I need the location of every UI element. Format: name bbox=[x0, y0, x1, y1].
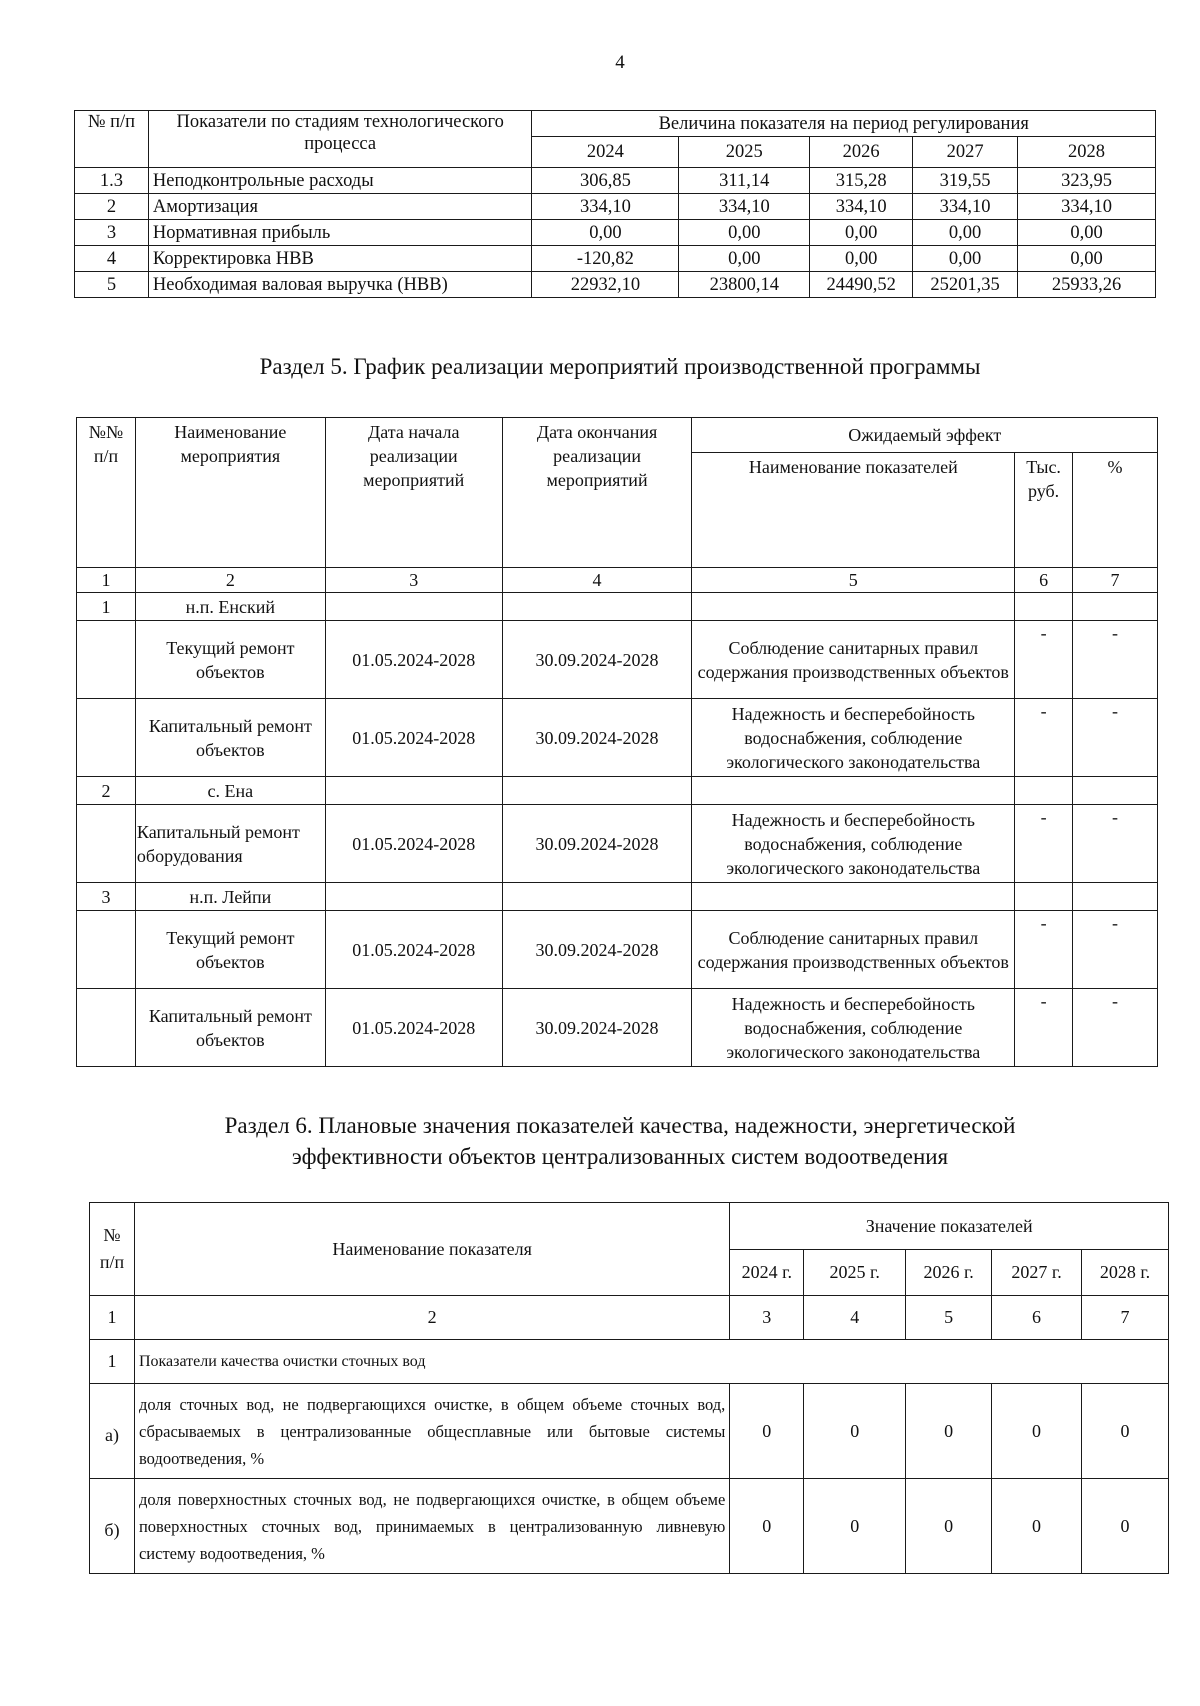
row-value: 0 bbox=[992, 1384, 1082, 1479]
table-row bbox=[77, 989, 1158, 1067]
row-num: 5 bbox=[75, 272, 149, 298]
row-value: 334,10 bbox=[913, 194, 1018, 220]
table-row bbox=[77, 621, 1158, 699]
header-num: №№ п/п bbox=[77, 418, 136, 568]
row-value: 23800,14 bbox=[679, 272, 810, 298]
group-num: 1 bbox=[77, 593, 136, 621]
row-name: Неподконтрольные расходы bbox=[148, 168, 532, 194]
col-number: 6 bbox=[992, 1296, 1082, 1340]
header-year: 2024 bbox=[532, 137, 679, 168]
event-name: Текущий ремонт объектов bbox=[135, 911, 325, 989]
header-num: № п/п bbox=[90, 1203, 135, 1296]
header-end-date: Дата окончания реализации мероприятий bbox=[502, 418, 692, 568]
row-value: 0,00 bbox=[1018, 246, 1156, 272]
header-values: Значение показателей bbox=[730, 1203, 1169, 1250]
end-date: 30.09.2024-2028 bbox=[502, 911, 692, 989]
table-row bbox=[75, 246, 1156, 272]
group-row bbox=[77, 777, 1158, 805]
row-value: 0 bbox=[906, 1479, 992, 1574]
row-value: 25201,35 bbox=[913, 272, 1018, 298]
event-name: Капитальный ремонт объектов bbox=[135, 699, 325, 777]
col-number: 1 bbox=[90, 1296, 135, 1340]
row-num: б) bbox=[90, 1479, 135, 1574]
row-value: 0 bbox=[730, 1479, 804, 1574]
start-date: 01.05.2024-2028 bbox=[325, 699, 502, 777]
table-row bbox=[90, 1384, 1169, 1479]
row-value: 0 bbox=[804, 1384, 906, 1479]
section5-title: Раздел 5. График реализации мероприятий производственной программы bbox=[259, 354, 981, 379]
event-name: Текущий ремонт объектов bbox=[135, 621, 325, 699]
row-name: доля поверхностных сточных вод, не подвергающихся очистке, в общем объеме поверхностных сточных вод, принимаемых в централизованную ливневую систему водоотведения, % bbox=[134, 1479, 729, 1574]
row-name: доля сточных вод, не подвергающихся очистке, в общем объеме сточных вод, сбрасываемых в централизованные общесплавные или бытовые системы водоотведения, % bbox=[134, 1384, 729, 1479]
col-number: 5 bbox=[906, 1296, 992, 1340]
row-value: 0 bbox=[992, 1479, 1082, 1574]
header-indicator-name: Наименование показателя bbox=[134, 1203, 729, 1296]
table-row bbox=[90, 1479, 1169, 1574]
row-value: 0,00 bbox=[679, 246, 810, 272]
header-year: 2027 bbox=[913, 137, 1018, 168]
row-name: Амортизация bbox=[148, 194, 532, 220]
col-number: 3 bbox=[730, 1296, 804, 1340]
section6-title bbox=[0, 1110, 1200, 1172]
col-number: 5 bbox=[692, 568, 1015, 593]
row-num: 4 bbox=[75, 246, 149, 272]
effect-thousand-rub: - bbox=[1015, 805, 1073, 883]
row-value: 315,28 bbox=[810, 168, 913, 194]
header-percent: % bbox=[1073, 453, 1158, 568]
row-num: 3 bbox=[75, 220, 149, 246]
event-name: Капитальный ремонт оборудования bbox=[135, 805, 325, 883]
row-name: Нормативная прибыль bbox=[148, 220, 532, 246]
row-value: 323,95 bbox=[1018, 168, 1156, 194]
row-value: 334,10 bbox=[1018, 194, 1156, 220]
row-value: 334,10 bbox=[679, 194, 810, 220]
row-name: Корректировка НВВ bbox=[148, 246, 532, 272]
col-number: 4 bbox=[502, 568, 692, 593]
col-number: 7 bbox=[1082, 1296, 1169, 1340]
table-row bbox=[77, 805, 1158, 883]
row-num: 1.3 bbox=[75, 168, 149, 194]
group-place: с. Ена bbox=[135, 777, 325, 805]
row-name: Необходимая валовая выручка (НВВ) bbox=[148, 272, 532, 298]
end-date: 30.09.2024-2028 bbox=[502, 699, 692, 777]
row-value: 0,00 bbox=[679, 220, 810, 246]
table-row bbox=[75, 272, 1156, 298]
row-value: 0,00 bbox=[810, 220, 913, 246]
group-num: 3 bbox=[77, 883, 136, 911]
row-value: 334,10 bbox=[532, 194, 679, 220]
group-name: Показатели качества очистки сточных вод bbox=[134, 1340, 1168, 1384]
group-row bbox=[77, 883, 1158, 911]
end-date: 30.09.2024-2028 bbox=[502, 989, 692, 1067]
effect-thousand-rub: - bbox=[1015, 621, 1073, 699]
group-place: н.п. Лейпи bbox=[135, 883, 325, 911]
row-value: 0,00 bbox=[913, 220, 1018, 246]
end-date: 30.09.2024-2028 bbox=[502, 805, 692, 883]
section6-title-line2: эффективности объектов централизованных систем водоотведения bbox=[291, 1144, 949, 1169]
start-date: 01.05.2024-2028 bbox=[325, 805, 502, 883]
row-value: 0 bbox=[1082, 1384, 1169, 1479]
header-indicators: Показатели по стадиям технологического процесса bbox=[148, 111, 532, 168]
effect-percent: - bbox=[1073, 911, 1158, 989]
header-year: 2028 г. bbox=[1082, 1250, 1169, 1296]
start-date: 01.05.2024-2028 bbox=[325, 989, 502, 1067]
end-date: 30.09.2024-2028 bbox=[502, 621, 692, 699]
row-value: 24490,52 bbox=[810, 272, 913, 298]
row-num: 2 bbox=[75, 194, 149, 220]
header-year: 2025 г. bbox=[804, 1250, 906, 1296]
col-number: 3 bbox=[325, 568, 502, 593]
effect-thousand-rub: - bbox=[1015, 911, 1073, 989]
header-effect-name: Наименование показателей bbox=[692, 453, 1015, 568]
row-value: 0,00 bbox=[532, 220, 679, 246]
col-number: 4 bbox=[804, 1296, 906, 1340]
row-value: 0 bbox=[1082, 1479, 1169, 1574]
event-name: Капитальный ремонт объектов bbox=[135, 989, 325, 1067]
effect-description: Соблюдение санитарных правил содержания производственных объектов bbox=[692, 911, 1015, 989]
table-row bbox=[77, 699, 1158, 777]
row-value: 0 bbox=[730, 1384, 804, 1479]
col-number: 7 bbox=[1073, 568, 1158, 593]
effect-thousand-rub: - bbox=[1015, 989, 1073, 1067]
row-value: 306,85 bbox=[532, 168, 679, 194]
header-num: № п/п bbox=[75, 111, 149, 168]
header-year: 2027 г. bbox=[992, 1250, 1082, 1296]
table-row bbox=[75, 168, 1156, 194]
start-date: 01.05.2024-2028 bbox=[325, 911, 502, 989]
group-num: 2 bbox=[77, 777, 136, 805]
effect-percent: - bbox=[1073, 989, 1158, 1067]
header-thousand-rub: Тыс. руб. bbox=[1015, 453, 1073, 568]
effect-percent: - bbox=[1073, 621, 1158, 699]
table-row bbox=[77, 911, 1158, 989]
effect-description: Соблюдение санитарных правил содержания производственных объектов bbox=[692, 621, 1015, 699]
effect-description: Надежность и бесперебойность водоснабжения, соблюдение экологического законодательства bbox=[692, 699, 1015, 777]
row-value: 0 bbox=[906, 1384, 992, 1479]
header-expected-effect: Ожидаемый эффект bbox=[692, 418, 1158, 453]
section6-title-line1: Раздел 6. Плановые значения показателей качества, надежности, энергетической bbox=[224, 1113, 1016, 1138]
col-number: 2 bbox=[135, 568, 325, 593]
header-event-name: Наименование мероприятия bbox=[135, 418, 325, 568]
financial-indicators-table bbox=[74, 110, 1156, 298]
page-number: 4 bbox=[615, 52, 625, 73]
group-num: 1 bbox=[90, 1340, 135, 1384]
group-row bbox=[90, 1340, 1169, 1384]
group-place: н.п. Енский bbox=[135, 593, 325, 621]
row-value: 0,00 bbox=[810, 246, 913, 272]
row-value: 311,14 bbox=[679, 168, 810, 194]
row-value: 0 bbox=[804, 1479, 906, 1574]
effect-description: Надежность и бесперебойность водоснабжения, соблюдение экологического законодательства bbox=[692, 805, 1015, 883]
quality-indicators-table bbox=[89, 1202, 1169, 1574]
row-value: 334,10 bbox=[810, 194, 913, 220]
row-value: 0,00 bbox=[913, 246, 1018, 272]
row-value: 0,00 bbox=[1018, 220, 1156, 246]
header-value-period: Величина показателя на период регулирования bbox=[532, 111, 1156, 137]
col-number: 2 bbox=[134, 1296, 729, 1340]
header-year: 2024 г. bbox=[730, 1250, 804, 1296]
effect-percent: - bbox=[1073, 699, 1158, 777]
row-value: 319,55 bbox=[913, 168, 1018, 194]
row-value: -120,82 bbox=[532, 246, 679, 272]
header-year: 2028 bbox=[1018, 137, 1156, 168]
start-date: 01.05.2024-2028 bbox=[325, 621, 502, 699]
table-row bbox=[75, 220, 1156, 246]
col-number: 6 bbox=[1015, 568, 1073, 593]
group-row bbox=[77, 593, 1158, 621]
effect-description: Надежность и бесперебойность водоснабжения, соблюдение экологического законодательства bbox=[692, 989, 1015, 1067]
col-number: 1 bbox=[77, 568, 136, 593]
row-num: а) bbox=[90, 1384, 135, 1479]
effect-percent: - bbox=[1073, 805, 1158, 883]
row-value: 25933,26 bbox=[1018, 272, 1156, 298]
effect-thousand-rub: - bbox=[1015, 699, 1073, 777]
table-row bbox=[75, 194, 1156, 220]
row-value: 22932,10 bbox=[532, 272, 679, 298]
events-schedule-table bbox=[76, 417, 1158, 1067]
header-year: 2026 bbox=[810, 137, 913, 168]
header-year: 2025 bbox=[679, 137, 810, 168]
header-year: 2026 г. bbox=[906, 1250, 992, 1296]
header-start-date: Дата начала реализации мероприятий bbox=[325, 418, 502, 568]
